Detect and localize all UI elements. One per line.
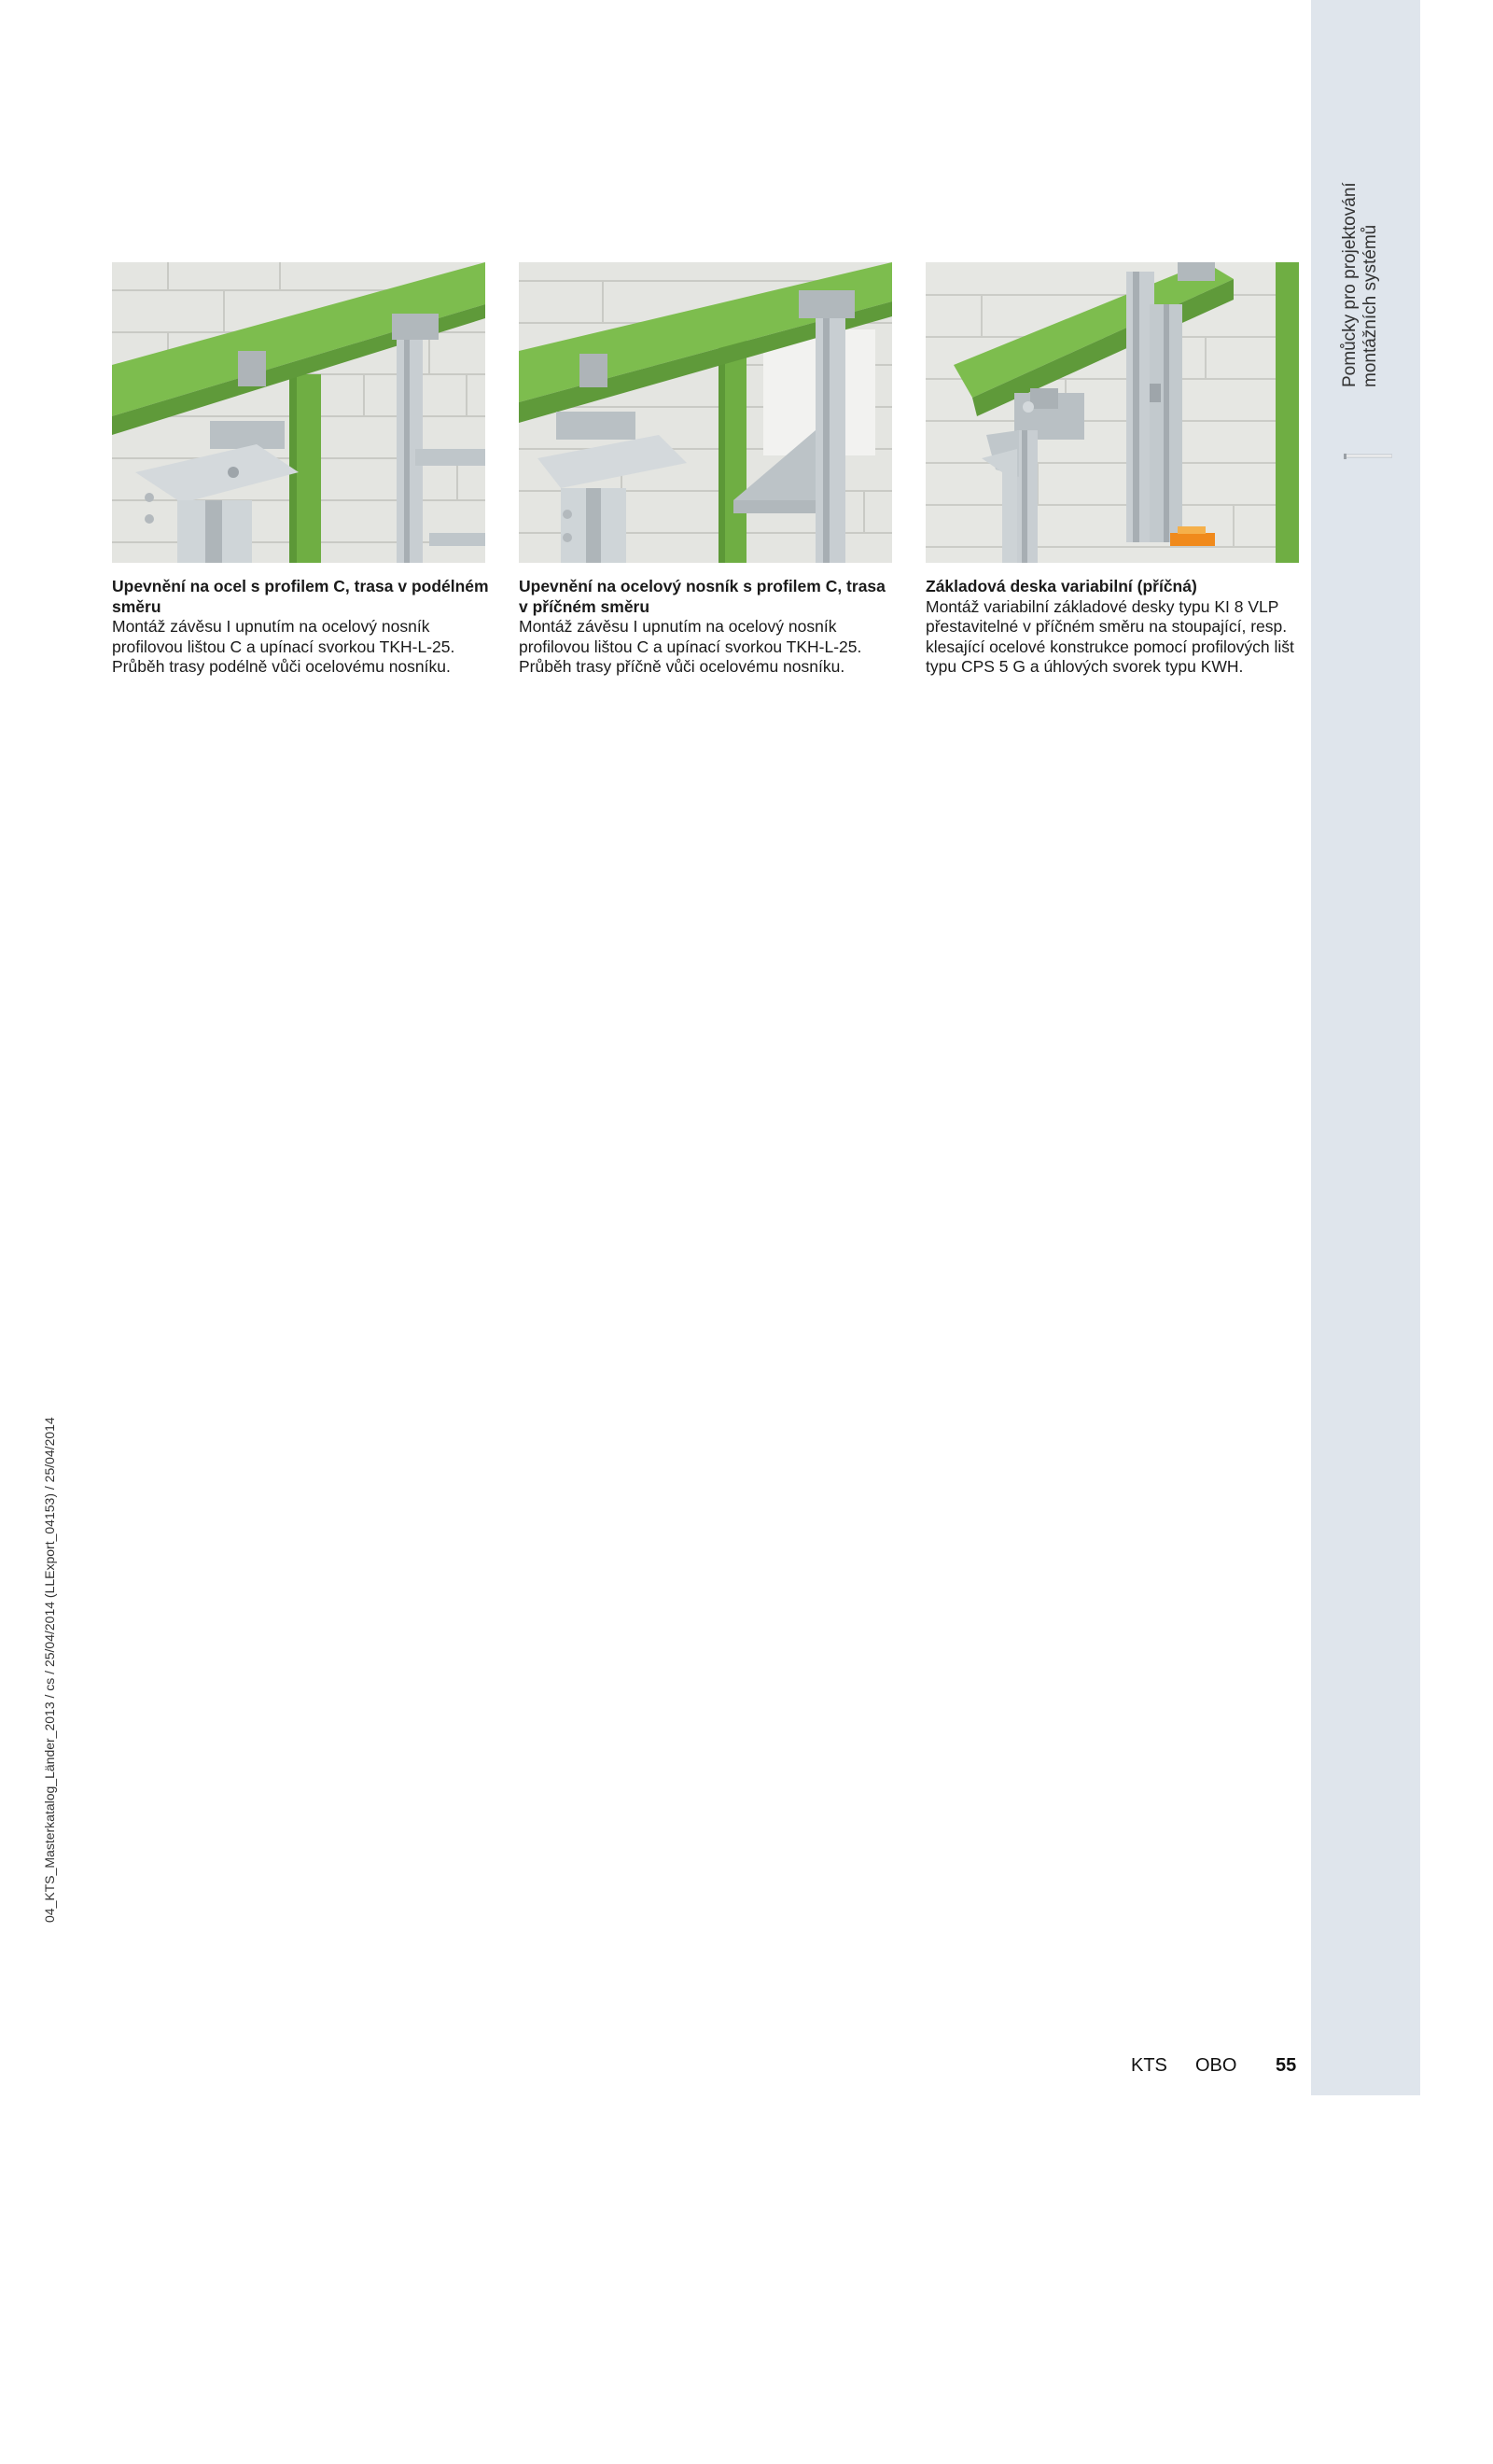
sidebar-marker-icon [1344, 447, 1392, 453]
caption-title: Upevnění na ocelový nosník s profilem C, trasa v příčném směru [519, 577, 886, 616]
page-number: 55 [1276, 2055, 1297, 2076]
caption-3 [926, 577, 1304, 678]
caption-title: Upevnění na ocel s profilem C, trasa v podélném směru [112, 577, 489, 616]
caption-body: Montáž závěsu I upnutím na ocelový nosník profilovou lištou C a upínací svorkou TKH-L-25. Průběh trasy příčně vůči ocelovému nosníku. [519, 617, 862, 676]
photo-transverse-mount [519, 262, 892, 563]
caption-body: Montáž závěsu I upnutím na ocelový nosník profilovou lištou C a upínací svorkou TKH-L-25. Průběh trasy podélně vůči ocelovému nosníku. [112, 617, 455, 676]
photo-longitudinal-mount [112, 262, 485, 563]
sidebar-section-title [1340, 135, 1387, 387]
document-code [34, 1417, 71, 2464]
caption-1 [112, 577, 490, 678]
caption-2 [519, 577, 897, 678]
caption-title: Základová deska variabilní (příčná) [926, 577, 1197, 595]
caption-body: Montáž variabilní základové desky typu KI 8 VLP přestavitelné v příčném směru na stoupající, resp. klesající ocelové konstrukce pomocí profilových lišt typu CPS 5 G a úhlových svorek typu KWH. [926, 596, 1294, 676]
footer-section-label: KTS [1131, 2055, 1167, 2076]
sidebar-title-line1: Pomůcky pro projektování [1340, 182, 1360, 387]
footer-brand: OBO [1195, 2055, 1237, 2076]
document-code-text: 04_KTS_Masterkatalog_Länder_2013 / cs / 25/04/2014 (LLExport_04153) / 25/04/2014 [42, 1417, 57, 1923]
photo-variable-base-plate [926, 262, 1299, 563]
sidebar-title-line2: montážních systémů [1360, 224, 1380, 387]
